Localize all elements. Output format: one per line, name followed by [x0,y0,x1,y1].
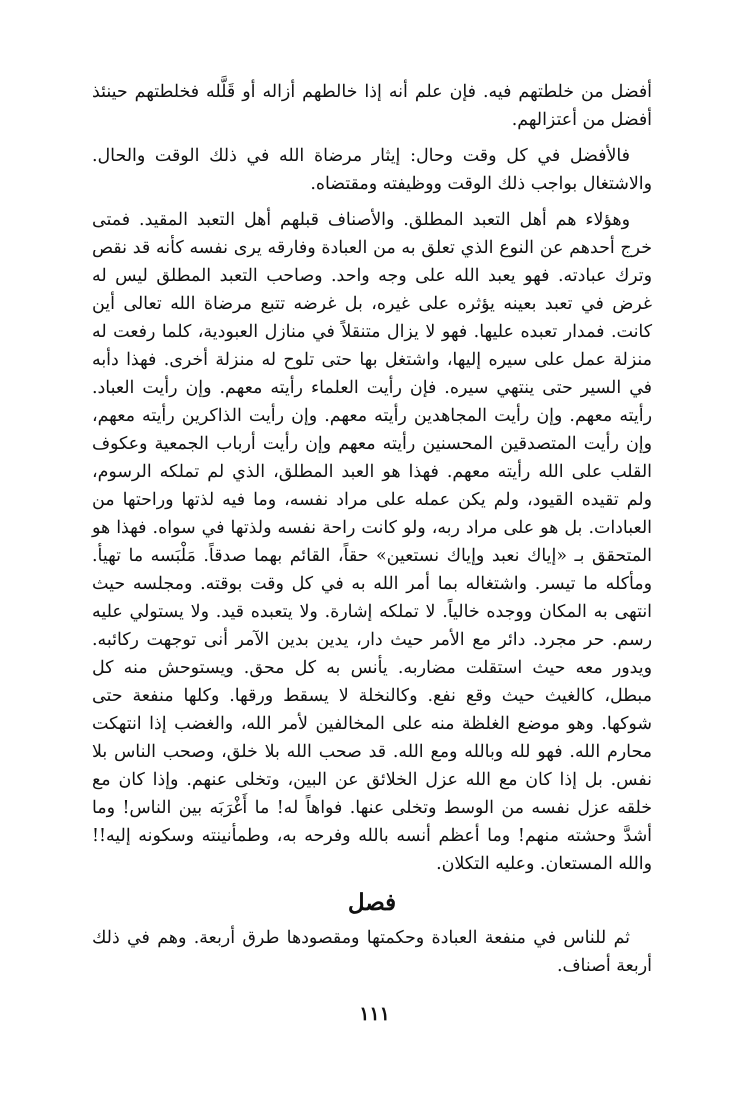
page-body [92,78,652,988]
paragraph-3: وهؤلاء هم أهل التعبد المطلق. والأصناف قبلهم أهل التعبد المقيد. فمتى خرج أحدهم عن النوع الذي تعلق به من العبادة وفارقه يرى نفسه كأنه قد نقص وترك عبادته. فهو يعبد الله على وجه واحد. وصاحب التعبد المطلق ليس له غرض في تعبد بعينه يؤثره على غيره، بل غرضه تتبع مرضاة الله تعالى أين كانت. فمدار تعبده عليها. فهو لا يزال متنقلاً في منازل العبودية، كلما رفعت له منزلة عمل على سيره إليها، واشتغل بها حتى تلوح له منزلة أخرى. فهذا دأبه في السير حتى ينتهي سيره. فإن رأيت العلماء رأيته معهم. وإن رأيت العباد. رأيته معهم. وإن رأيت المجاهدين رأيته معهم. وإن رأيت الذاكرين رأيته معهم، وإن رأيت المتصدقين المحسنين رأيته معهم وإن رأيت أرباب الجمعية وعكوف القلب على الله رأيته معهم. فهذا هو العبد المطلق، الذي لم تملكه الرسوم، ولم تقيده القيود، ولم يكن عمله على مراد نفسه، وما فيه لذتها وراحتها من العبادات. بل هو على مراد ربه، ولو كانت راحة نفسه ولذتها في سواه. فهذا هو المتحقق بـ «إياك نعبد وإياك نستعين» حقاً، القائم بهما صدقاً. مَلْبَسه ما تهيأ. ومأكله ما تيسر. واشتغاله بما أمر الله به في كل وقت بوقته. ومجلسه حيث انتهى به المكان ووجده خالياً. لا تملكه إشارة. ولا يتعبده قيد. ولا يستولي عليه رسم. حر مجرد. دائر مع الأمر حيث دار، يدين بدين الآمر أنى توجهت ركائبه. ويدور معه حيث استقلت مضاربه. يأنس به كل محق. ويستوحش منه كل مبطل، كالغيث حيث وقع نفع. وكالنخلة لا يسقط ورقها. وكلها منفعة حتى شوكها. وهو موضع الغلظة منه على المخالفين لأمر الله، والغضب إذا انتهكت محارم الله. فهو لله وبالله ومع الله. قد صحب الله بلا خلق، وصحب الناس بلا نفس. بل إذا كان مع الله عزل الخلائق عن البين، وتخلى عنهم. وإذا كان مع خلقه عزل نفسه من الوسط وتخلى عنها. فواهاً له! ما أَغْرَبَه بين الناس! وما أشدَّ وحشته منهم! وما أعظم أنسه بالله وفرحه به، وطمأنينته وسكونه إليه!! والله المستعان. وعليه التكلان. [92,210,652,874]
paragraph-1: أفضل من خلطتهم فيه. فإن علم أنه إذا خالطهم أزاله أو قَلَّله فخلطتهم حينئذ أفضل من أعتزالهم. [92,82,652,130]
section-heading: فصل [347,889,397,916]
paragraph-closing: ثم للناس في منفعة العبادة وحكمتها ومقصودها طرق أربعة. وهم في ذلك أربعة أصناف. [92,928,652,976]
paragraph-2: فالأفضل في كل وقت وحال: إيثار مرضاة الله في ذلك الوقت والحال. والاشتغال بواجب ذلك الوقت ووظيفته ومقتضاه. [92,146,652,194]
page-number: ١١١ [359,1003,390,1025]
